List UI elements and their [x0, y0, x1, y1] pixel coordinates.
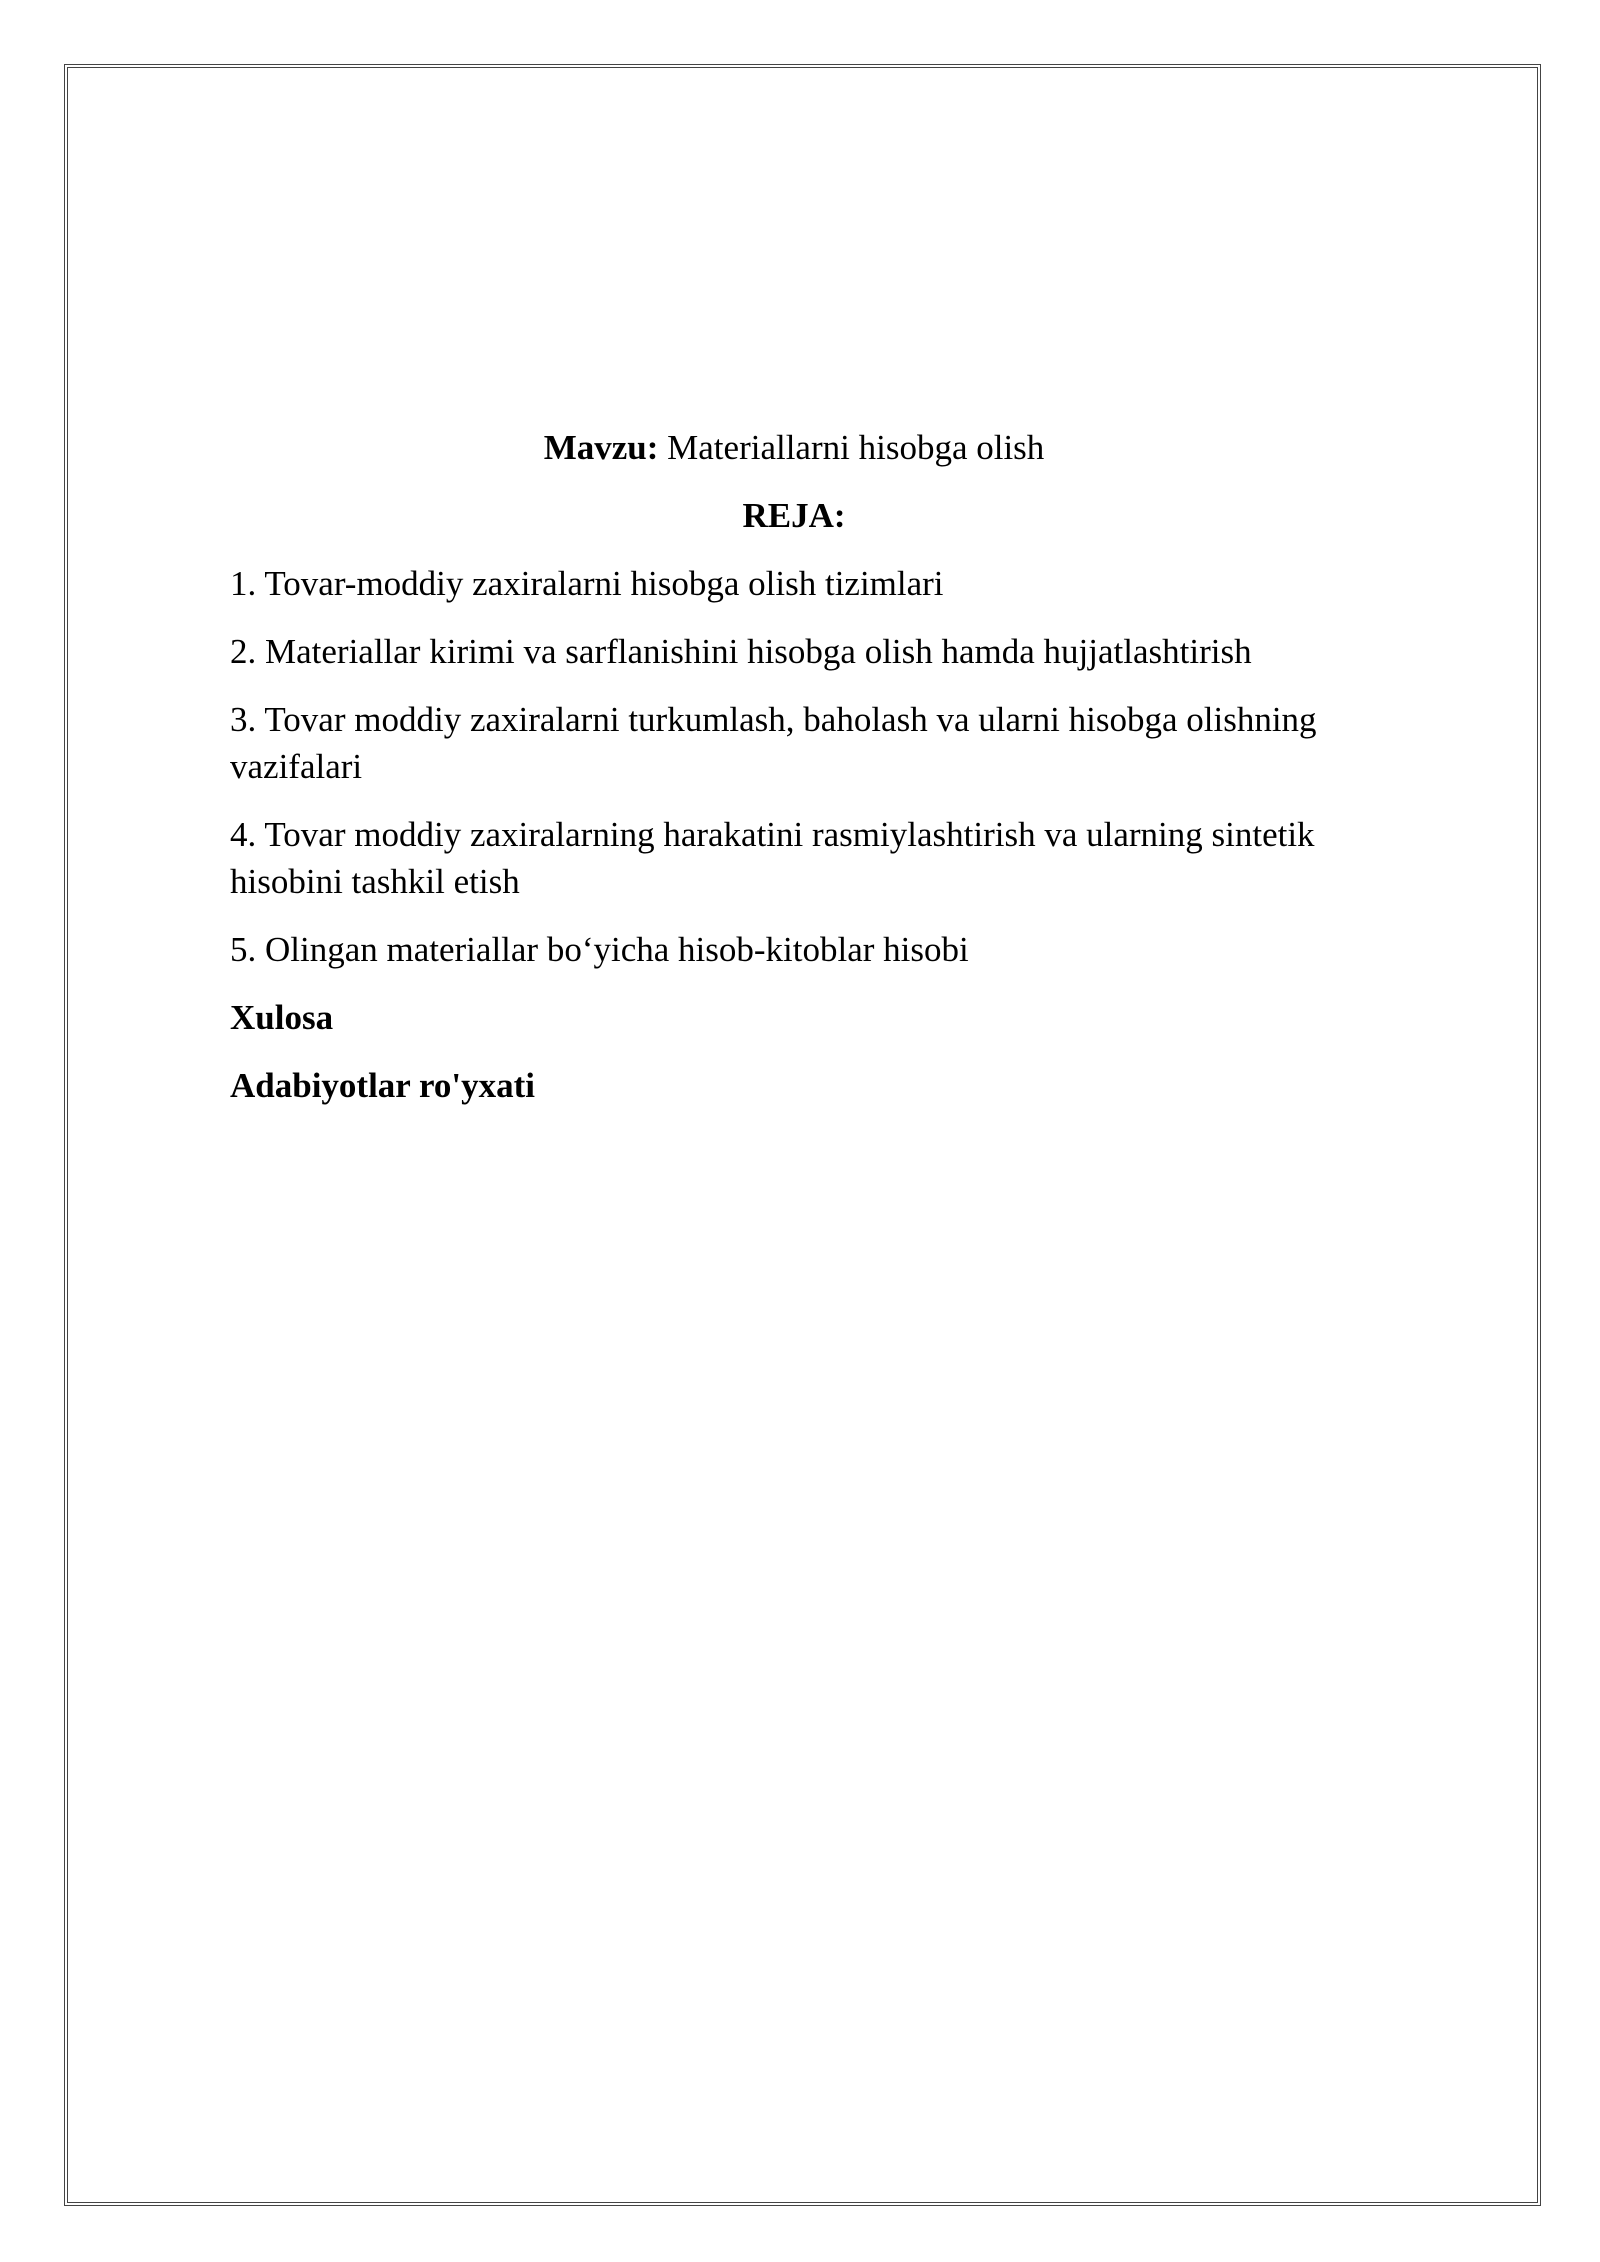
plan-item-1: 1. Tovar-moddiy zaxiralarni hisobga olish tizimlari: [230, 564, 944, 603]
references-heading: Adabiyotlar ro'yxati: [230, 1066, 535, 1105]
topic-text: Materiallarni hisobga olish: [667, 428, 1045, 467]
document-body: [230, 424, 1430, 1130]
plan-item-3: 3. Tovar moddiy zaxiralarni turkumlash, baholash va ularni hisobga olishning vazifalari: [230, 700, 1317, 786]
plan-item-4: 4. Tovar moddiy zaxiralarning harakatini rasmiylashtirish va ularning sintetik hisobini tashkil etish: [230, 815, 1315, 901]
plan-heading: REJA:: [742, 496, 846, 535]
conclusion-heading: Xulosa: [230, 998, 334, 1037]
page-border: [64, 64, 1541, 2206]
plan-item-5: 5. Olingan materiallar bo‘yicha hisob-kitoblar hisobi: [230, 930, 969, 969]
topic-label: Mavzu:: [543, 428, 659, 467]
topic-line: [163, 424, 1425, 471]
plan-item-2: 2. Materiallar kirimi va sarflanishini hisobga olish hamda hujjatlashtirish: [230, 632, 1252, 671]
